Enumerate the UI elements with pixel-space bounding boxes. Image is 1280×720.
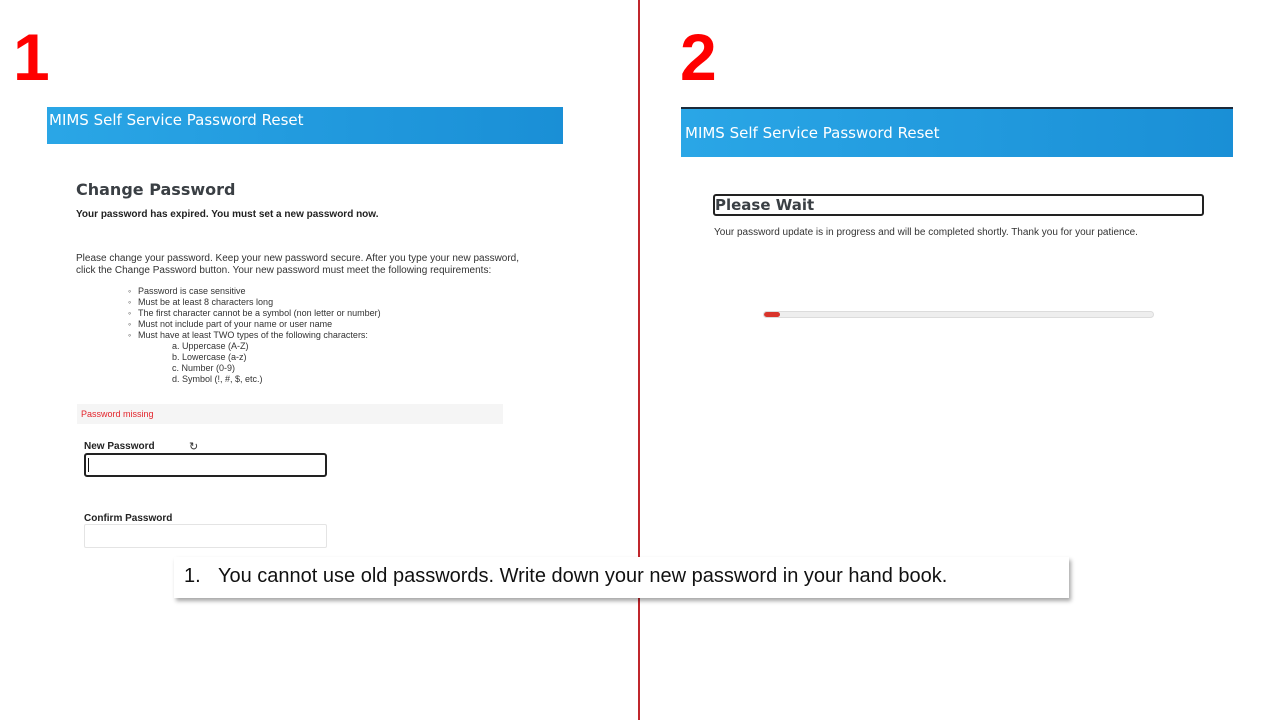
char-type-item: b. Lowercase (a-z) — [172, 352, 247, 362]
confirm-password-input[interactable] — [84, 524, 327, 548]
header-banner-panel2 — [681, 107, 1233, 157]
step-number-2: 2 — [680, 20, 717, 94]
panel-divider — [638, 0, 640, 720]
requirement-item: ◦ Must be at least 8 characters long — [128, 297, 381, 308]
progress-bar-fill — [764, 312, 780, 317]
requirements-list — [128, 286, 381, 385]
banner-title: MIMS Self Service Password Reset — [685, 124, 940, 142]
character-types-list — [138, 341, 381, 385]
please-wait-heading: Please Wait — [713, 194, 1204, 216]
banner-title: MIMS Self Service Password Reset — [49, 111, 304, 129]
instructions-text: Please change your password. Keep your new password secure. After you type your new password, click the Change Password button. Your new password must meet the following requirements: — [76, 253, 520, 276]
wait-message: Your password update is in progress and will be completed shortly. Thank you for your patience. — [714, 227, 1138, 238]
requirement-item: ◦ The first character cannot be a symbol (non letter or number) — [128, 308, 381, 319]
char-type-item: d. Symbol (!, #, $, etc.) — [172, 374, 263, 384]
requirement-item: ◦ Must not include part of your name or user name — [128, 319, 381, 330]
header-banner-panel1 — [47, 107, 563, 144]
confirm-password-label: Confirm Password — [84, 513, 173, 524]
text-cursor — [88, 458, 89, 472]
requirement-item-text: Must have at least TWO types of the following characters: — [138, 330, 368, 340]
expired-notice: Your password has expired. You must set a new password now. — [76, 209, 379, 220]
page-title: Change Password — [76, 180, 236, 199]
char-type-item: a. Uppercase (A-Z) — [172, 341, 249, 351]
step-number-1: 1 — [13, 20, 50, 94]
error-message-box — [77, 404, 503, 424]
requirement-item: ◦ Password is case sensitive — [128, 286, 381, 297]
new-password-label: New Password — [84, 441, 155, 452]
char-type-item: c. Number (0-9) — [172, 363, 236, 373]
error-message: Password missing — [81, 409, 154, 419]
requirement-item — [128, 330, 381, 385]
new-password-input[interactable] — [84, 453, 327, 477]
progress-bar — [763, 311, 1154, 318]
callout-number: 1. — [184, 565, 201, 587]
instruction-callout — [174, 557, 1069, 598]
callout-text: You cannot use old passwords. Write down your new password in your hand book. — [218, 565, 948, 587]
refresh-icon[interactable]: ↻ — [189, 441, 199, 453]
